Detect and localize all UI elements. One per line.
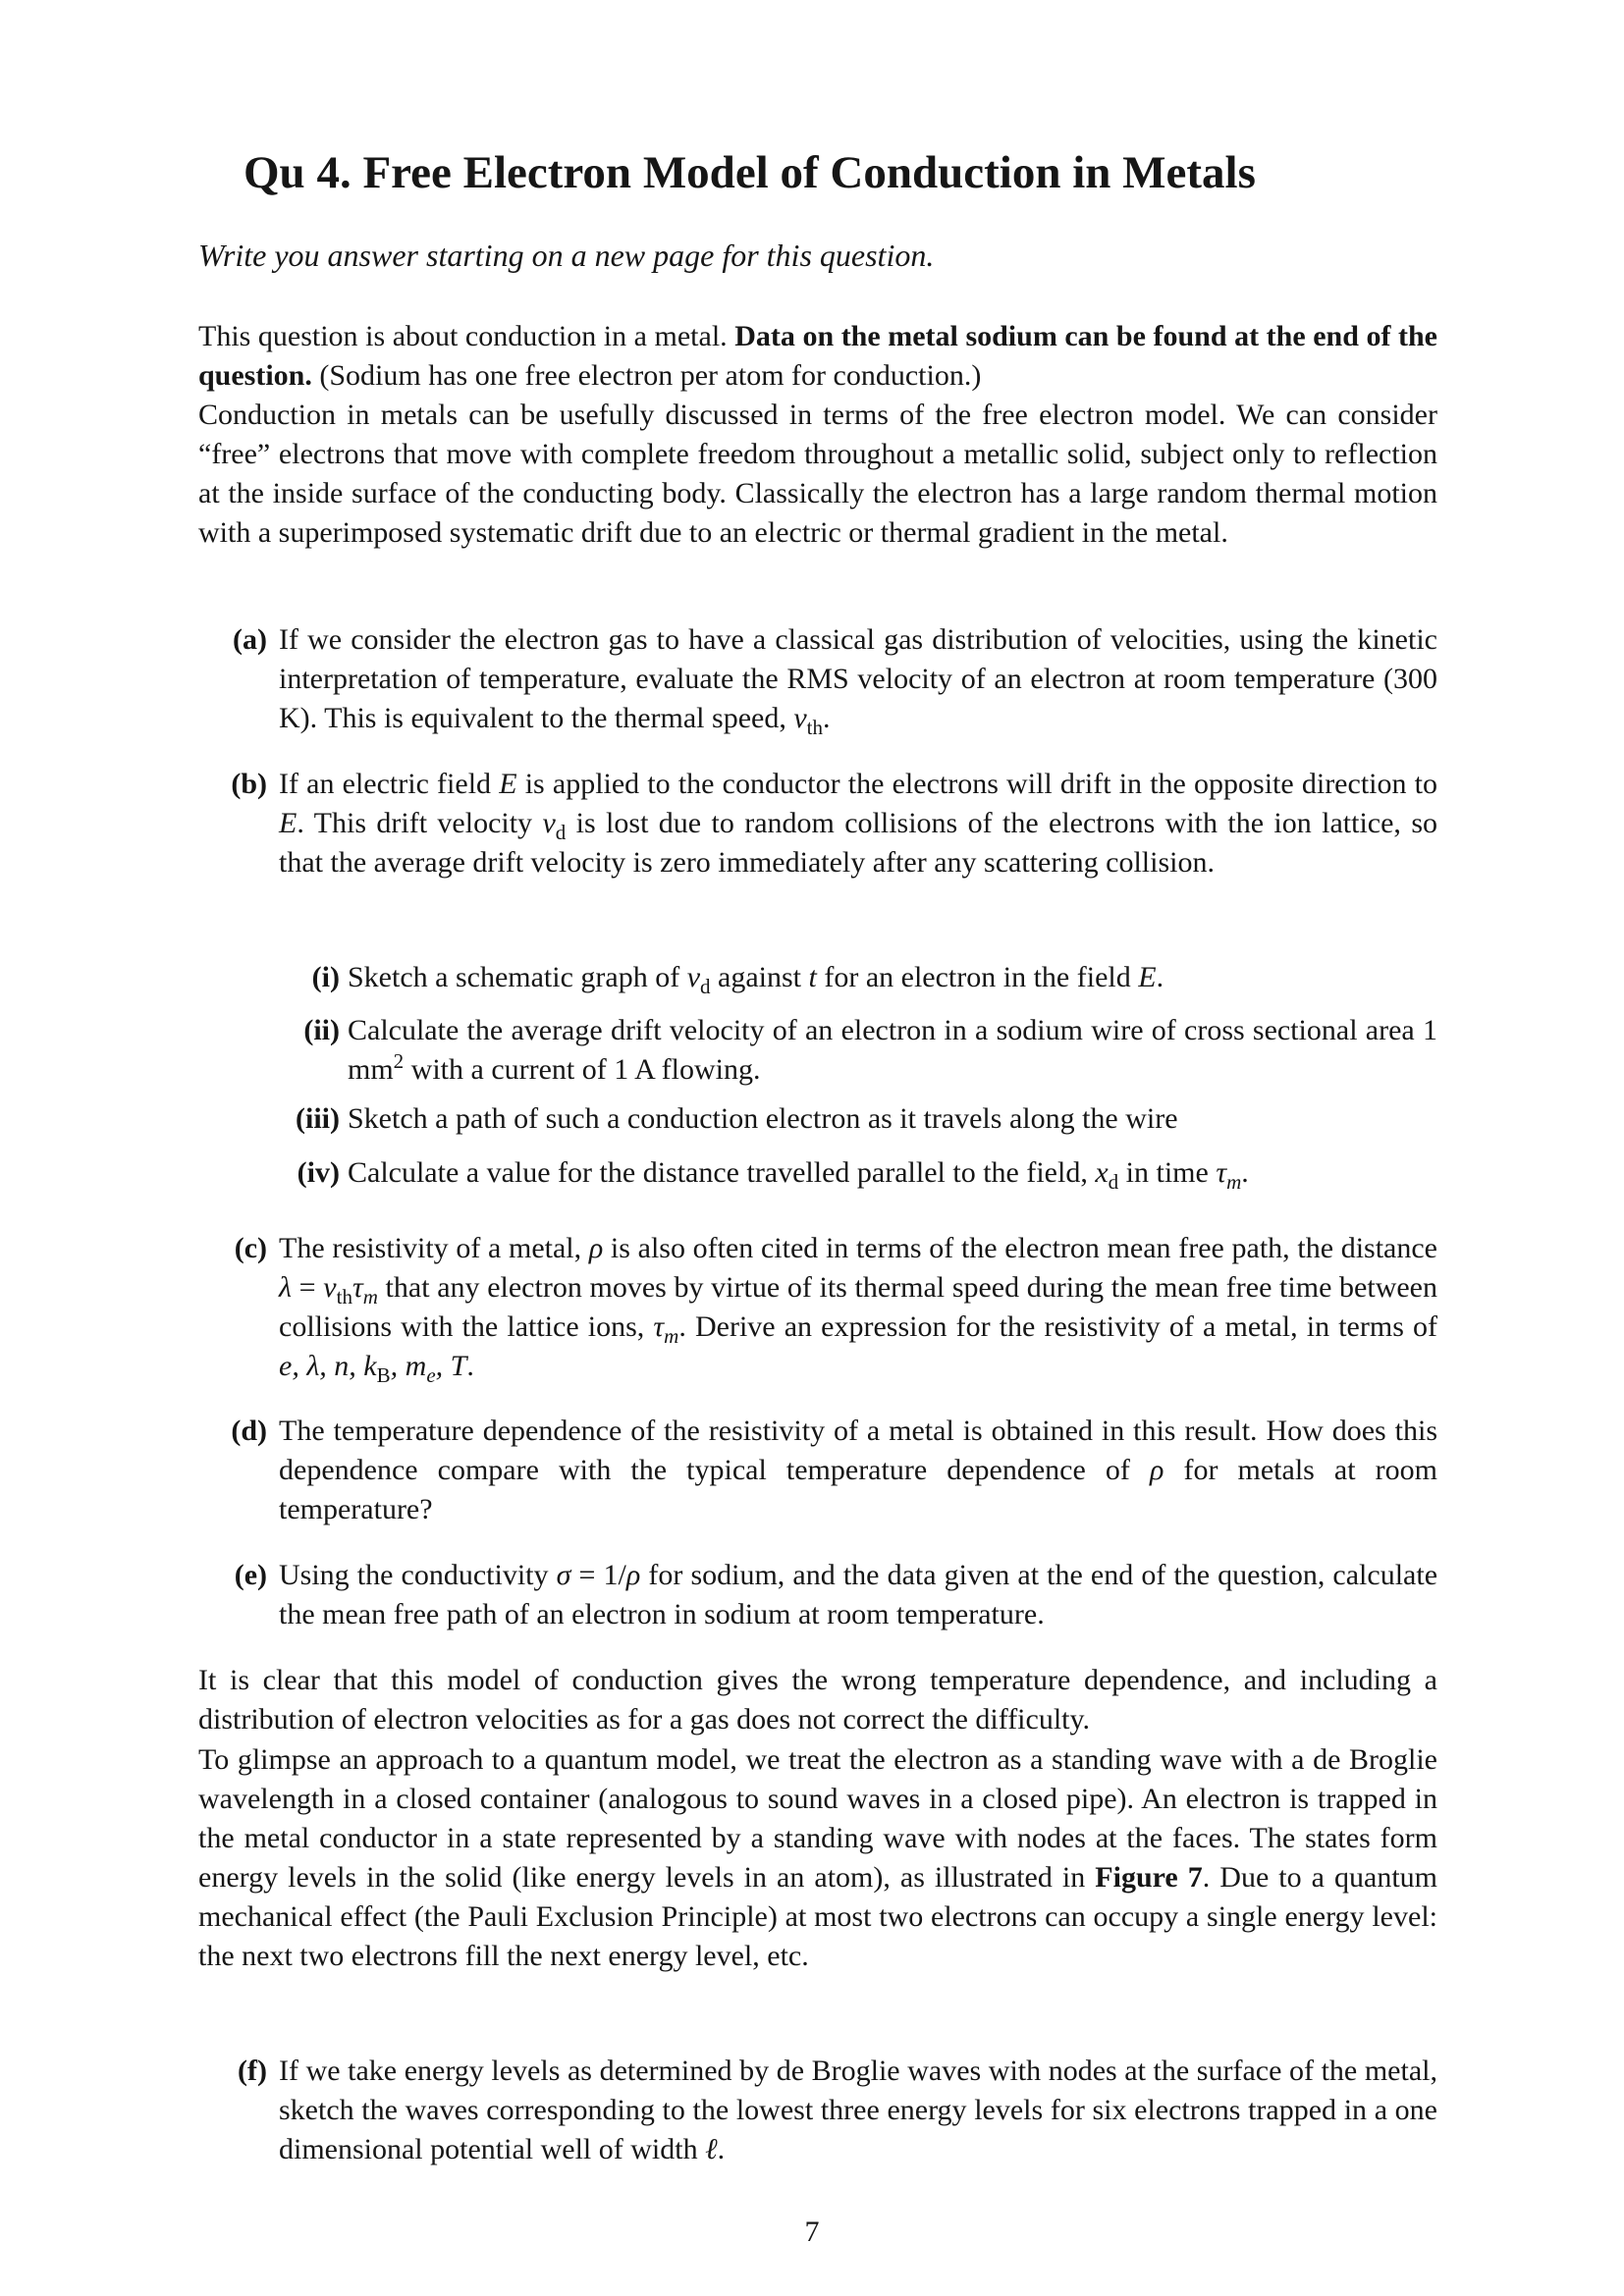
part-f-text: If we take energy levels as determined by de Broglie waves with nodes at the surface of the metal, sketch the waves corresponding to the lowest three energy levels for six electrons trapped in a one dimensional potential well of width ℓ. xyxy=(279,2055,1437,2165)
intro-paragraph-2: Conduction in metals can be usefully discussed in terms of the free electron model. We can consider “free” electrons that move with complete freedom throughout a metallic solid, subject only to reflection at the inside surface of the conducting body. Classically the electron has a large random thermal motion with a superimposed systematic drift due to an electric or thermal gradient in the metal. xyxy=(198,399,1437,549)
part-b-iii xyxy=(277,1099,1437,1139)
part-b-iv-text: Calculate a value for the distance travelled parallel to the field, $x_d$ in time $\tau_m$. xyxy=(348,1156,1249,1194)
part-b xyxy=(198,765,1437,882)
part-c-label: (c) xyxy=(234,1232,267,1264)
part-b-i-text: Sketch a schematic graph of $v_d$ against t for an electron in the field E. xyxy=(348,961,1164,998)
part-d-text: The temperature dependence of the resistivity of a metal is obtained in this result. How does this dependence compare with the typical temperature dependence of ρ for metals at room temperature? xyxy=(279,1415,1437,1525)
part-c-text: The resistivity of a metal, ρ is also often cited in terms of the electron mean free path, the distance $\lambda = v_{th}\tau_m$ that any electron moves by virtue of its thermal speed during the mean free time between collisions with the lattice ions, $\tau_m$. Derive an expression for the resistivity of a metal, in terms of e, λ, n, $k_B$, $m_e$, T. xyxy=(279,1232,1438,1387)
part-b-iv xyxy=(277,1153,1437,1193)
part-c xyxy=(198,1229,1437,1386)
page-number: 7 xyxy=(804,2216,820,2248)
part-b-i-label: (i) xyxy=(311,961,340,993)
part-b-iii-label: (iii) xyxy=(296,1102,340,1135)
part-e-label: (e) xyxy=(234,1559,267,1591)
part-b-ii xyxy=(277,1011,1437,1090)
instruction-text: Write you answer starting on a new page for this question. xyxy=(198,238,935,273)
part-b-ii-text: Calculate the average drift velocity of an electron in a sodium wire of cross sectional area 1 $mm^2$ with a current of 1 A flowing. xyxy=(348,1014,1437,1086)
sodium-data-note: Data on the metal sodium can be found at the end of the question. xyxy=(198,320,1437,392)
part-a-label: (a) xyxy=(233,623,267,656)
middle-paragraph-2: To glimpse an approach to a quantum model, we treat the electron as a standing wave with a de Broglie wavelength in a closed container (analogous to sound waves in a closed pipe). An electron is trapped in the metal conductor in a state represented by a standing wave with nodes at the faces. The states form energy levels in the solid (like energy levels in an atom), as illustrated in Figure 7. Due to a quantum mechanical effect (the Pauli Exclusion Principle) at most two electrons can occupy a single energy level: the next two electrons fill the next energy level, etc. xyxy=(198,1743,1437,1972)
part-e xyxy=(198,1556,1437,1634)
part-e-text: Using the conductivity σ = 1/ρ for sodium, and the data given at the end of the question, calculate the mean free path of an electron in sodium at room temperature. xyxy=(279,1559,1438,1630)
part-a-text: If we consider the electron gas to have a classical gas distribution of velocities, using the kinetic interpretation of temperature, evaluate the RMS velocity of an electron at room temperature (300 K). This is equivalent to the thermal speed, $v_{th}$. xyxy=(279,623,1437,739)
part-f-label: (f) xyxy=(238,2055,267,2087)
part-b-i xyxy=(277,958,1437,997)
part-b-iii-text: Sketch a path of such a conduction electron as it travels along the wire xyxy=(348,1102,1178,1135)
part-d-label: (d) xyxy=(231,1415,267,1447)
part-b-iv-label: (iv) xyxy=(297,1156,340,1189)
part-b-label: (b) xyxy=(231,768,267,800)
figure-7-reference: Figure 7 xyxy=(1095,1861,1203,1894)
middle-paragraph-1: It is clear that this model of conduction gives the wrong temperature dependence, and including a distribution of electron velocities as for a gas does not correct the difficulty. xyxy=(198,1664,1437,1735)
part-d xyxy=(198,1412,1437,1529)
part-a xyxy=(198,620,1437,738)
intro-paragraph-1: This question is about conduction in a metal. Data on the metal sodium can be found at the end of the question. (Sodium has one free electron per atom for conduction.) xyxy=(198,320,1437,392)
question-title: Qu 4. Free Electron Model of Conduction in Metals xyxy=(244,147,1256,198)
part-b-text: If an electric field E is applied to the conductor the electrons will drift in the opposite direction to E. This drift velocity $v_d$ is lost due to random collisions of the electrons with the ion lattice, so that the average drift velocity is zero immediately after any scattering collision. xyxy=(279,768,1437,879)
part-f xyxy=(198,2052,1437,2169)
part-b-ii-label: (ii) xyxy=(303,1014,340,1046)
